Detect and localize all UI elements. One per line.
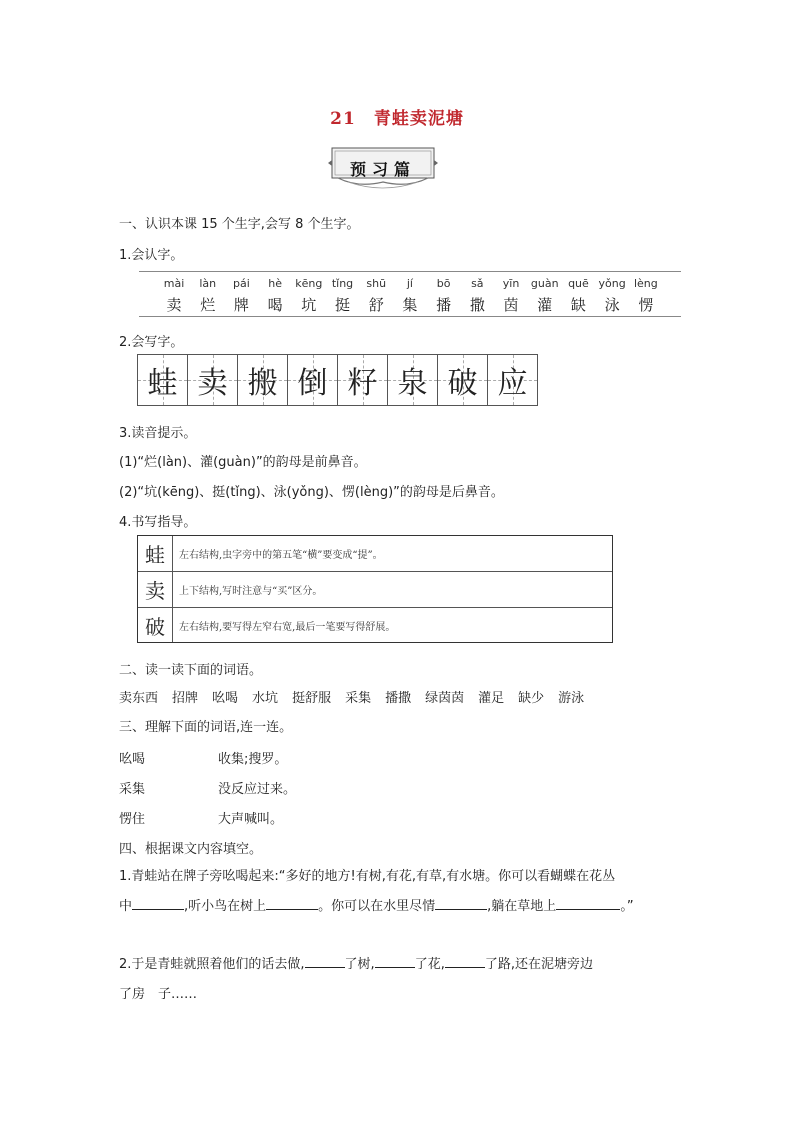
write-char: 搬 xyxy=(247,366,278,401)
char-item xyxy=(361,277,391,315)
write-char: 泉 xyxy=(397,366,428,401)
writing-guide-table xyxy=(137,535,613,643)
writing-cell xyxy=(438,355,488,405)
pinyin: kēng xyxy=(295,277,323,290)
write-char: 破 xyxy=(447,366,478,401)
hanzi: 茵 xyxy=(503,296,519,314)
word-list xyxy=(119,687,584,706)
writing-cell xyxy=(138,355,188,405)
pronunciation-item-1: (1)“烂(làn)、灌(guàn)”的韵母是前鼻音。 xyxy=(119,455,367,470)
page-title: 21 青蛙卖泥塘 xyxy=(330,109,464,129)
pinyin: quē xyxy=(568,277,589,290)
hanzi: 缺 xyxy=(570,296,586,314)
guide-text: 左右结构,虫字旁中的第五笔“横”要变成“提”。 xyxy=(179,550,383,561)
word: 招牌 xyxy=(172,691,199,706)
pinyin: sǎ xyxy=(471,277,484,290)
word: 绿茵茵 xyxy=(425,691,465,706)
fill-question-1 xyxy=(119,862,689,922)
fill-question-2 xyxy=(119,950,689,1010)
char-item xyxy=(631,277,661,315)
section1-heading: 一、认识本课 15 个生字,会写 8 个生字。 xyxy=(119,217,360,232)
write-char: 籽 xyxy=(347,366,378,401)
pinyin: jí xyxy=(406,277,413,290)
blank-2[interactable] xyxy=(266,895,318,910)
writing-cell xyxy=(188,355,238,405)
pinyin: mài xyxy=(163,277,185,290)
hanzi: 烂 xyxy=(200,296,216,314)
word: 播撒 xyxy=(385,691,412,706)
blank-7[interactable] xyxy=(445,953,485,968)
writing-cell xyxy=(388,355,438,405)
hanzi: 播 xyxy=(436,296,452,314)
hanzi: 泳 xyxy=(604,296,620,314)
q1-text: 中 xyxy=(119,899,133,914)
word: 挺舒服 xyxy=(292,691,332,706)
char-item xyxy=(597,277,627,315)
char-item xyxy=(226,277,256,315)
hanzi: 舒 xyxy=(368,296,384,314)
guide-text: 上下结构,写时注意与“买”区分。 xyxy=(179,586,323,597)
recognize-table xyxy=(139,271,681,317)
write-heading: 2.会写字。 xyxy=(119,335,184,350)
char-item xyxy=(159,277,189,315)
q1-text: ,听小鸟在树上 xyxy=(184,899,267,914)
q1-text: 。你可以在水里尽情 xyxy=(318,899,436,914)
q2-text: 了树, xyxy=(344,957,375,972)
char-item xyxy=(193,277,223,315)
q2-line2: 了房 子…… xyxy=(119,987,198,1002)
char-item xyxy=(294,277,324,315)
pinyin: yǒng xyxy=(598,277,626,290)
writing-grid xyxy=(137,354,538,406)
write-char: 倒 xyxy=(297,366,328,401)
q2-text: 2.于是青蛙就照着他们的话去做, xyxy=(119,957,305,972)
q2-line1 xyxy=(119,950,689,980)
guide-row xyxy=(138,572,612,608)
match-left-2[interactable]: 采集 xyxy=(119,782,146,797)
char-item xyxy=(429,277,459,315)
pinyin: bō xyxy=(436,277,451,290)
q1-line1: 1.青蛙站在牌子旁吆喝起来:“多好的地方!有树,有花,有草,有水塘。你可以看蝴蝶在花丛 xyxy=(119,869,616,884)
guide-text: 左右结构,要写得左窄右宽,最后一笔要写得舒展。 xyxy=(179,621,396,633)
q2-text: 了花, xyxy=(414,957,445,972)
blank-1[interactable] xyxy=(132,895,184,910)
write-char: 卖 xyxy=(197,366,228,401)
word: 采集 xyxy=(345,691,372,706)
blank-5[interactable] xyxy=(305,953,345,968)
char-item xyxy=(462,277,492,315)
pinyin: shū xyxy=(366,277,387,290)
match-left-1[interactable]: 吆喝 xyxy=(119,752,146,767)
hanzi: 坑 xyxy=(301,296,317,314)
recognize-heading: 1.会认字。 xyxy=(119,248,184,263)
pinyin: làn xyxy=(199,277,217,290)
match-left-3[interactable]: 愣住 xyxy=(119,812,146,827)
hanzi: 挺 xyxy=(335,296,351,314)
writing-cell xyxy=(338,355,388,405)
banner-title: 预习篇 xyxy=(349,160,416,179)
pinyin: lèng xyxy=(633,277,658,290)
guide-row xyxy=(138,536,612,572)
hanzi: 喝 xyxy=(267,296,283,314)
write-char: 蛙 xyxy=(147,366,178,401)
pinyin: hè xyxy=(268,277,282,290)
pinyin: yīn xyxy=(502,277,520,290)
guide-row xyxy=(138,608,612,642)
word: 卖东西 xyxy=(119,691,159,706)
word: 水坑 xyxy=(252,691,279,706)
hanzi: 牌 xyxy=(233,296,249,314)
guide-char: 卖 xyxy=(138,572,173,607)
section2-heading: 二、读一读下面的词语。 xyxy=(119,663,263,678)
hanzi: 愣 xyxy=(638,296,654,314)
guide-char: 蛙 xyxy=(138,536,173,571)
match-right-1[interactable]: 收集;搜罗。 xyxy=(218,752,288,767)
pinyin: pái xyxy=(233,277,250,290)
hanzi: 集 xyxy=(402,296,418,314)
match-right-2[interactable]: 没反应过来。 xyxy=(218,782,297,797)
match-right-3[interactable]: 大声喊叫。 xyxy=(218,812,284,827)
pinyin: guàn xyxy=(530,277,559,290)
char-item xyxy=(563,277,593,315)
hanzi: 卖 xyxy=(166,296,182,314)
char-item xyxy=(260,277,290,315)
q1-line2 xyxy=(119,892,689,922)
pinyin: tǐng xyxy=(331,277,354,290)
word: 缺少 xyxy=(518,691,545,706)
word: 吆喝 xyxy=(212,691,239,706)
writing-cell xyxy=(238,355,288,405)
blank-4[interactable] xyxy=(556,895,620,910)
pronunciation-item-2: (2)“坑(kēng)、挺(tǐng)、泳(yǒng)、愣(lèng)”的韵母是后鼻音。 xyxy=(119,485,504,500)
guide-char: 破 xyxy=(138,608,173,642)
q1-text: ,躺在草地上 xyxy=(487,899,557,914)
write-char: 应 xyxy=(497,366,528,401)
word: 灌足 xyxy=(478,691,505,706)
section4-heading: 四、根据课文内容填空。 xyxy=(119,842,263,857)
char-item xyxy=(496,277,526,315)
blank-3[interactable] xyxy=(435,895,487,910)
hanzi: 灌 xyxy=(537,296,553,314)
writing-cell xyxy=(488,355,537,405)
word: 游泳 xyxy=(558,691,585,706)
q2-text: 了路,还在泥塘旁边 xyxy=(484,957,593,972)
writing-cell xyxy=(288,355,338,405)
pronunciation-heading: 3.读音提示。 xyxy=(119,426,197,441)
char-item xyxy=(328,277,358,315)
char-item xyxy=(530,277,560,315)
q1-text: 。” xyxy=(620,899,634,914)
hanzi: 撒 xyxy=(469,296,485,314)
blank-6[interactable] xyxy=(375,953,415,968)
guide-heading: 4.书写指导。 xyxy=(119,515,197,530)
char-item xyxy=(395,277,425,315)
section3-heading: 三、理解下面的词语,连一连。 xyxy=(119,720,293,735)
